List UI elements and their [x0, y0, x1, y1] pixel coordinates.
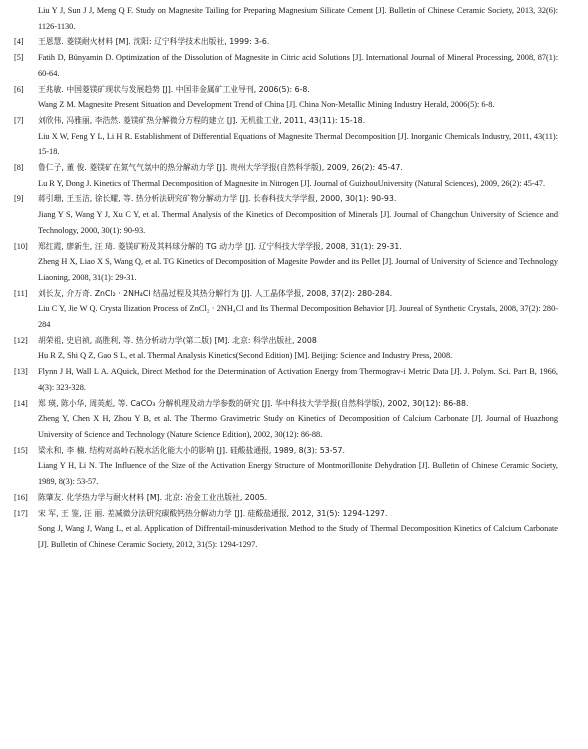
reference-number: [8] [14, 163, 24, 173]
reference-text-en: Liang Y H, Li N. The Influence of the Size of the Activation Energy Structure of Montmorillonite Dehydration [J]. Bulletin of Chinese Ceramic Society, 1989, 8(3): 53-57. [38, 461, 558, 487]
reference-item-8 [14, 160, 558, 191]
reference-item-9 [14, 191, 558, 238]
reference-text-cn: 梁永和, 李 楠. 结构对高岭石脱水活化能大小的影响 [J]. 硅酸盐通报, 1989, 8(3): 53-57. [38, 445, 345, 455]
reference-text-en: Liu Y J, Sun J J, Meng Q F. Study on Magnesite Tailing for Preparing Magnesium Silicate Cement [J]. Bulletin of Chinese Ceramic Society, 2013, 32(6): 1126-1130. [38, 6, 558, 31]
reference-item-14 [14, 396, 558, 443]
reference-number: [6] [14, 84, 24, 94]
reference-item-15 [14, 443, 558, 490]
reference-item-13 [14, 364, 558, 395]
reference-item-11 [14, 286, 558, 333]
reference-number: [11] [14, 288, 28, 298]
reference-text-en: Flynn J H, Wall L A. AQuick, Direct Method for the Determination of Activation Energy from Thermograv-i Metric Data [J]. J. Polym. Sci. Part B, 1966, 4(3): 323-328. [38, 367, 558, 392]
reference-text-cn: 蒋引珊, 王玉洁, 徐长耀, 等. 热分析法研究矿物分解动力学 [J]. 长春科技大学学报, 2000, 30(1): 90-93. [38, 194, 397, 204]
reference-number: [15] [14, 445, 28, 455]
reference-text-cn: 胡荣祖, 史启祯, 高胜利, 等. 热分析动力学(第二版) [M]. 北京: 科学出版社, 2008 [38, 335, 317, 345]
reference-text-cn: 刘长友, 介万奇. ZnCl₂ · 2NH₄Cl 结晶过程及其热分解行为 [J]. 人工晶体学报, 2008, 37(2): 280-284. [38, 288, 393, 298]
reference-text-cn: 陈肇友. 化学热力学与耐火材料 [M]. 北京: 冶金工业出版社, 2005. [38, 492, 268, 502]
reference-item-6 [14, 82, 558, 113]
reference-list [14, 3, 558, 553]
reference-item-7 [14, 113, 558, 160]
reference-item-5 [14, 50, 558, 81]
reference-text-cn: 宋 军, 王 鉴, 汪 丽. 差减微分法研究碳酸钙热分解动力学 [J]. 硅酸盐通报, 2012, 31(5): 1294-1297. [38, 508, 388, 518]
reference-item-16 [14, 490, 558, 506]
reference-item-4 [14, 34, 558, 50]
reference-text-cn: 王兆敏. 中国菱镁矿现状与发展趋势 [J]. 中国非金属矿工业导刊, 2006(5): 6-8. [38, 84, 310, 94]
reference-text-cn: 郑红霞, 廖新生, 汪 琦. 菱镁矿粉及其料球分解的 TG 动力学 [J]. 辽宁科技大学学报, 2008, 31(1): 29-31. [38, 241, 402, 251]
reference-text-en: Song J, Wang J, Wang L, et al. Application of Diffrentail-minusderivation Method to the Study of Thermal Decomposition Kinetics of Calcium Carbonate [J]. Bulletin of Chinese Ceramic Society, 2012, 31(5): 1294-1297. [38, 524, 558, 549]
reference-number: [10] [14, 241, 28, 251]
reference-text-en: Zheng Y, Chen X H, Zhou Y B, et al. The Thermo Gravimetric Study on Kinetics of Decomposition of Calcium Carbonate [J]. Journal of Huazhong University of Science and Technology (Nature Science Edition), 2002, 30(12): 86-88. [38, 414, 558, 439]
reference-text-en: Liu X W, Feng Y L, Li H R. Establishment of Differential Equations of Magnesite Thermal Decomposition [J]. Inorganic Chemicals Industry, 2011, 43(11): 15-18. [38, 131, 558, 157]
reference-text-en: Fatih D, Bünyamin D. Optimization of the Dissolution of Magnesite in Citric acid Solutions [J]. International Journal of Mineral Processing, 2008, 87(1): 60-64. [38, 53, 558, 78]
reference-item-17 [14, 506, 558, 553]
reference-text-cn: 鲁仁子, 董 俊. 菱镁矿在氮气气氛中的热分解动力学 [J]. 贵州大学学报(自然科学版), 2009, 26(2): 45-47. [38, 163, 403, 173]
reference-item-3-cont [14, 3, 558, 34]
reference-text-en: Jiang Y S, Wang Y J, Xu C Y, et al. Thermal Analysis of the Kinetics of Decomposition of Minerals [J]. Journal of Changchun University of Science and Technology, 2000, 30(1): 90-93. [38, 210, 558, 235]
reference-text-en: Liu C Y, Jie W Q. Crysta llization Process of ZnCl₂ · 2NH₄Cl and Its Thermal Decomposition Behavior [J]. Joureal of Synthetic Crystals, 2008, 37(2): 280-284 [38, 304, 558, 330]
reference-item-10 [14, 239, 558, 286]
reference-number: [9] [14, 194, 24, 204]
reference-text-cn: 郑 瑛, 陈小华, 周英彪, 等. CaCO₃ 分解机理及动力学参数的研究 [J]. 华中科技大学学报(自然科学版), 2002, 30(12): 86-88. [38, 398, 469, 408]
reference-text-en: Wang Z M. Magnesite Present Situation and Development Trend of China [J]. China Non-Metallic Mining Industry Herald, 2006(5): 6-8. [38, 100, 495, 110]
reference-text-en: Lu R Y, Dong J. Kinetics of Thermal Decomposition of Magnesite in Nitrogen [J]. Journal of GuizhouUniversity (Natural Sciences), 2009, 26(2): 45-47. [38, 178, 546, 188]
reference-number: [17] [14, 508, 28, 518]
reference-number: [14] [14, 398, 28, 408]
reference-text-cn: 刘欣伟, 冯雅丽, 李浩然. 菱镁矿热分解微分方程的建立 [J]. 无机盐工业, 2011, 43(11): 15-18. [38, 115, 366, 125]
reference-number: [4] [14, 37, 24, 47]
reference-number: [12] [14, 335, 28, 345]
reference-number: [5] [14, 53, 24, 63]
reference-number: [13] [14, 367, 28, 377]
reference-text-cn: 王恩慧. 菱镁耐火材料 [M]. 沈阳: 辽宁科学技术出版社, 1999: 3-6. [38, 37, 270, 47]
reference-text-en: Hu R Z, Shi Q Z, Gao S L, et al. Thermal Analysis Kinetics(Second Edition) [M]. Beijing: Science and Industry Press, 2008. [38, 351, 453, 361]
reference-text-en: Zheng H X, Liao X S, Wang Q, et al. TG Kinetics of Decomposition of Magesite Powder and its Pellet [J]. Journal of University of Science and Technology Liaoning, 2008, 31(1): 29-31. [38, 257, 558, 282]
reference-item-12 [14, 333, 558, 364]
reference-number: [16] [14, 492, 28, 502]
reference-number: [7] [14, 115, 24, 125]
